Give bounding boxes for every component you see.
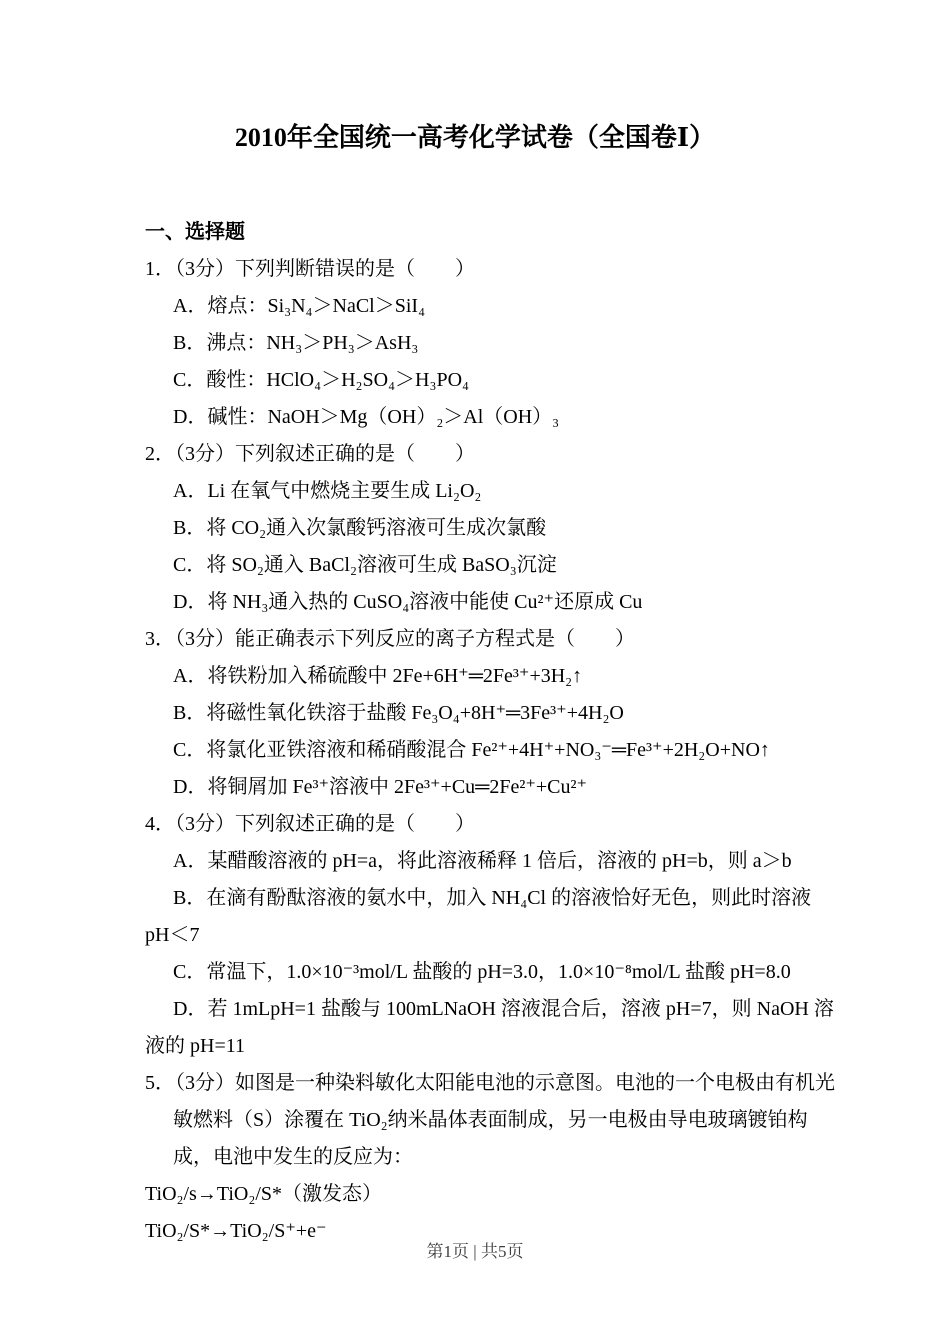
question-4-option-a: A．某醋酸溶液的 pH=a，将此溶液稀释 1 倍后，溶液的 pH=b，则 a＞b [173,850,792,872]
question-3-stem: 3．（3分）能正确表示下列反应的离子方程式是（ ） [145,628,635,650]
question-2-option-b: B．将 CO₂通入次氯酸钙溶液可生成次氯酸 [173,517,547,539]
question-1-option-b: B．沸点：NH₃＞PH₃＞AsH₃ [173,332,419,354]
question-2-option-c: C．将 SO₂通入 BaCl₂溶液可生成 BaSO₃沉淀 [173,554,557,576]
question-2-stem: 2．（3分）下列叙述正确的是（ ） [145,443,475,465]
question-1-option-c: C．酸性：HClO₄＞H₂SO₄＞H₃PO₄ [173,369,470,391]
question-4-stem: 4．（3分）下列叙述正确的是（ ） [145,813,475,835]
question-1-stem: 1．（3分）下列判断错误的是（ ） [145,258,475,280]
exam-title: 2010年全国统一高考化学试卷（全国卷Ⅰ） [234,123,716,152]
exam-body [0,214,950,1250]
question-2-option-a: A．Li 在氧气中燃烧主要生成 Li₂O₂ [173,480,482,502]
question-3-option-a: A．将铁粉加入稀硫酸中 2Fe+6H⁺═2Fe³⁺+3H₂↑ [173,665,583,687]
question-1-option-d: D．碱性：NaOH＞Mg（OH）₂＞Al（OH）₃ [173,406,560,428]
question-1-option-a: A．熔点：Si₃N₄＞NaCl＞SiI₄ [173,295,426,317]
question-4-option-d: D．若 1mLpH=1 盐酸与 100mLNaOH 溶液混合后，溶液 pH=7，则 NaOH 溶液的 pH=11 [145,998,834,1057]
question-5-stem: 5．（3分）如图是一种染料敏化太阳能电池的示意图。电池的一个电极由有机光敏燃料（S）涂覆在 TiO₂纳米晶体表面制成，另一电极由导电玻璃镀铂构成，电池中发生的反应为： [145,1072,835,1168]
question-2-option-d: D．将 NH₃通入热的 CuSO₄溶液中能使 Cu²⁺还原成 Cu [173,591,643,613]
question-3-option-d: D．将铜屑加 Fe³⁺溶液中 2Fe³⁺+Cu═2Fe²⁺+Cu²⁺ [173,776,588,798]
question-4-option-c: C．常温下，1.0×10⁻³mol/L 盐酸的 pH=3.0，1.0×10⁻⁸mol/L 盐酸 pH=8.0 [173,961,791,983]
question-3-option-c: C．将氯化亚铁溶液和稀硝酸混合 Fe²⁺+4H⁺+NO₃⁻═Fe³⁺+2H₂O+NO↑ [173,739,770,761]
question-5-reaction-formula-2: TiO₂/S*→TiO₂/S⁺+e⁻ [145,1220,327,1242]
page-number-label: 第1页 | 共5页 [426,1242,524,1261]
section-heading-multiple-choice: 一、选择题 [145,221,245,243]
question-3-option-b: B．将磁性氧化铁溶于盐酸 Fe₃O₄+8H⁺═3Fe³⁺+4H₂O [173,702,624,724]
page-footer [0,1240,950,1264]
question-5-reaction-formula-1: TiO₂/s→TiO₂/S*（激发态） [145,1183,382,1205]
question-4-option-b: B．在滴有酚酞溶液的氨水中，加入 NH₄Cl 的溶液恰好无色，则此时溶液 pH＜7 [145,887,812,946]
